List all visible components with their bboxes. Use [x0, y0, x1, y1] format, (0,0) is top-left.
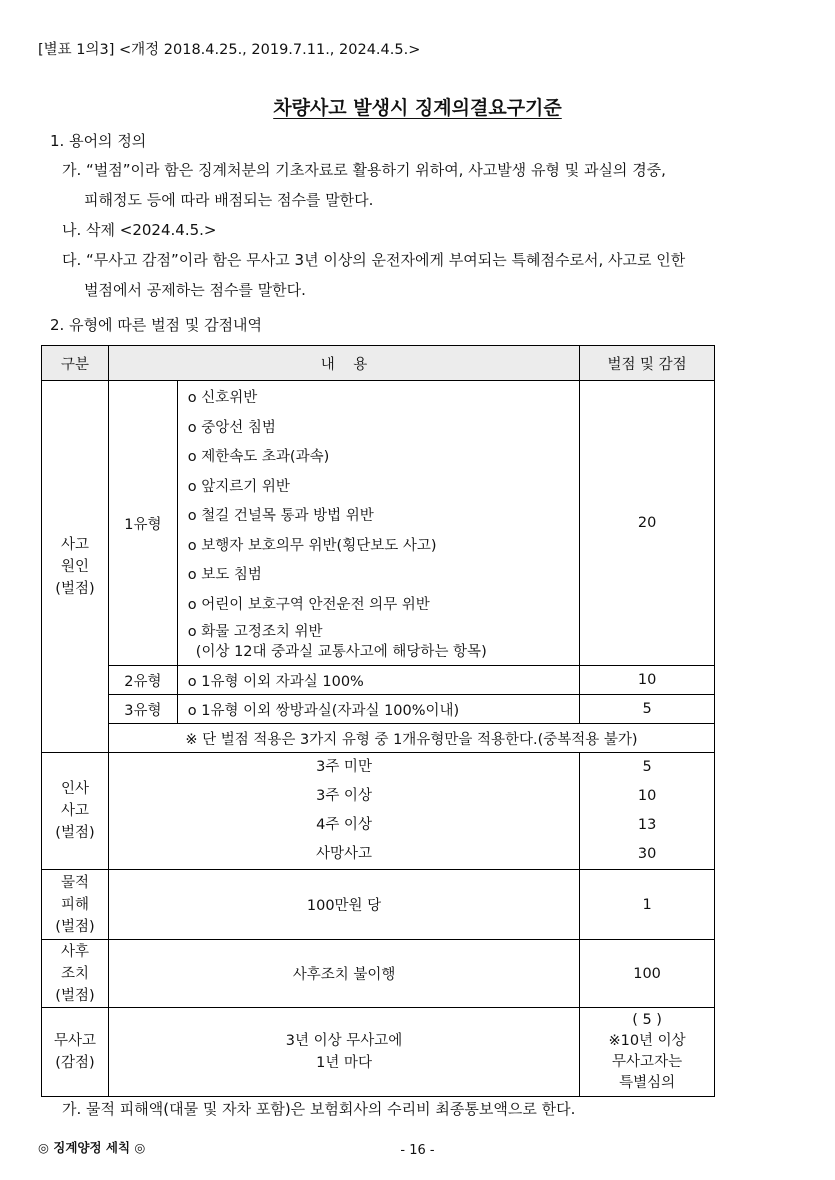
section1-definitions	[62, 155, 802, 305]
type1-note: (이상 12대 중과실 교통사고에 해당하는 항목)	[195, 644, 487, 660]
footnote: 가. 물적 피해액(대물 및 자차 포함)은 보험회사의 수리비 최종통보액으로 한다.	[62, 1100, 576, 1118]
type-remark: ※ 단 벌점 적용은 3가지 유형 중 1개유형만을 적용한다.(중복적용 불가)	[108, 724, 714, 753]
penalty-table	[41, 345, 715, 1097]
table-row	[42, 870, 715, 940]
definition-na: 나. 삭제 <2024.4.5.>	[62, 221, 217, 239]
list-item: 사망사고	[316, 846, 373, 862]
type3-content: o 1유형 이외 쌍방과실(자과실 100%이내)	[177, 695, 579, 724]
definition-ga-line2: 피해정도 등에 따라 배점되는 점수를 말한다.	[84, 191, 374, 209]
definition-ga-line1: 가. “벌점”이라 함은 징계처분의 기초자료로 활용하기 위하여, 사고발생 유형 및 과실의 경중,	[62, 161, 666, 179]
list-item: o 앞지르기 위반	[187, 478, 290, 495]
table-row	[42, 940, 715, 1008]
type2-label: 2유형	[108, 666, 177, 695]
type1-label: 1유형	[108, 381, 177, 666]
footer-title: ◎ 징계양정 세칙 ◎	[38, 1140, 146, 1155]
list-item: o 보도 침범	[187, 567, 262, 583]
table-row	[42, 753, 715, 870]
document-header: [별표 1의3] <개정 2018.4.25., 2019.7.11., 2024.4.5.>	[38, 42, 421, 58]
list-item: o 신호위반	[187, 390, 258, 406]
type2-content: o 1유형 이외 자과실 100%	[177, 666, 579, 695]
post-action-content: 사후조치 불이행	[108, 940, 579, 1008]
header-category: 구분	[42, 346, 109, 381]
no-accident-score: ( 5 ) ※10년 이상 무사고자는 특별심의	[580, 1008, 715, 1097]
list-item: 10	[637, 788, 657, 804]
type1-items	[177, 381, 579, 666]
personal-injury-contents	[108, 753, 579, 870]
header-content: 내 용	[108, 346, 579, 381]
table-row	[42, 381, 715, 666]
table-row	[42, 666, 715, 695]
table-row	[42, 1008, 715, 1097]
list-item: 4주 이상	[316, 817, 372, 833]
property-damage-content: 100만원 당	[108, 870, 579, 940]
page-number: - 16 -	[400, 1143, 435, 1158]
page-title: 차량사고 발생시 징계의결요구기준	[273, 97, 562, 119]
category-post-action: 사후 조치 (벌점)	[42, 940, 109, 1008]
type3-score: 5	[580, 695, 715, 724]
list-item: o 화물 고정조치 위반	[187, 624, 323, 640]
definition-da-line1: 다. “무사고 감점”이라 함은 무사고 3년 이상의 운전자에게 부여되는 특혜점수로서, 사고로 인한	[62, 251, 686, 269]
list-item: o 보행자 보호의무 위반(횡단보도 사고)	[187, 537, 437, 554]
property-damage-score: 1	[580, 870, 715, 940]
no-accident-content: 3년 이상 무사고에 1년 마다	[108, 1008, 579, 1097]
category-accident-cause: 사고 원인 (벌점)	[42, 381, 109, 753]
personal-injury-scores	[580, 753, 715, 870]
table-header-row	[42, 346, 715, 381]
table-row	[42, 695, 715, 724]
section2-heading: 2. 유형에 따른 벌점 및 감점내역	[50, 316, 263, 334]
list-item: o 중앙선 침범	[187, 419, 276, 436]
category-personal-injury: 인사 사고 (벌점)	[42, 753, 109, 870]
list-item: 30	[637, 846, 657, 862]
post-action-score: 100	[580, 940, 715, 1008]
list-item: o 제한속도 초과(과속)	[187, 449, 330, 465]
table-row	[42, 724, 715, 753]
definition-da-line2: 벌점에서 공제하는 점수를 말한다.	[84, 281, 306, 299]
category-property-damage: 물적 피해 (벌점)	[42, 870, 109, 940]
list-item: 3주 이상	[316, 788, 372, 804]
list-item: 3주 미만	[316, 759, 372, 775]
list-item: 13	[637, 817, 657, 833]
type2-score: 10	[580, 666, 715, 695]
list-item: o 철길 건널목 통과 방법 위반	[187, 508, 374, 524]
category-no-accident: 무사고 (감점)	[42, 1008, 109, 1097]
list-item: o 어린이 보호구역 안전운전 의무 위반	[187, 596, 430, 613]
type1-score: 20	[580, 381, 715, 666]
section1-heading: 1. 용어의 정의	[50, 132, 147, 150]
type3-label: 3유형	[108, 695, 177, 724]
header-score: 벌점 및 감점	[580, 346, 715, 381]
list-item: 5	[642, 759, 652, 775]
